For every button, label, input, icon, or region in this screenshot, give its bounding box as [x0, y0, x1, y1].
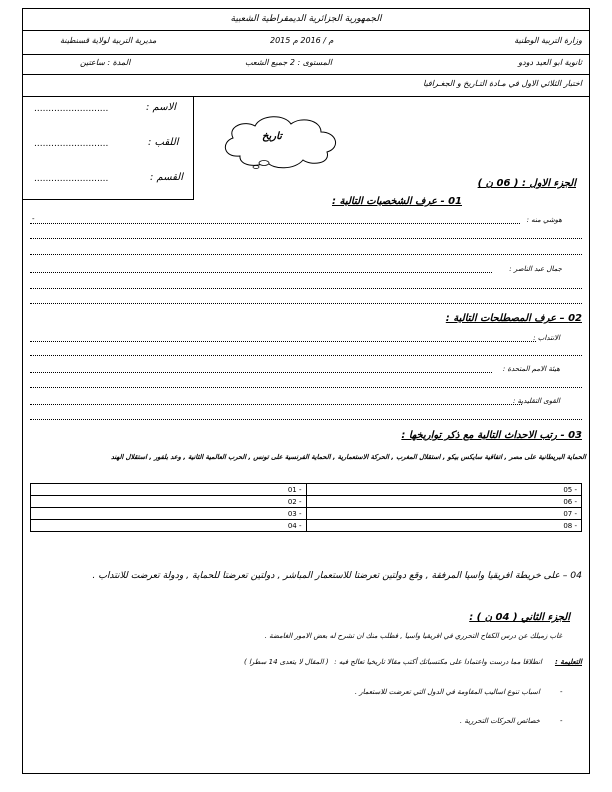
cloud-label: تاريخ [262, 131, 282, 142]
part1-title: الجزء الاول : ( 06 ن ) [477, 178, 576, 189]
duration: المدة : ساعتين [80, 58, 131, 67]
surname-dots[interactable]: .......................... [34, 139, 109, 149]
class-label: القسم : [150, 172, 184, 183]
answer-line[interactable] [30, 387, 582, 388]
answer-line[interactable] [30, 419, 582, 420]
answer-line[interactable] [30, 272, 492, 273]
directorate: مديرية التربية لولاية قسنطينة [60, 36, 157, 45]
table-cell[interactable]: - 03 [31, 508, 307, 520]
exam-title: اختبار الثلاثي الاول في مـادة التـاريخ و الجغـرافيا [423, 79, 582, 88]
header-divider-3 [22, 74, 590, 75]
table-row [31, 508, 582, 520]
answer-line[interactable] [30, 372, 492, 373]
q2-item-1: الانتداب : [533, 334, 560, 342]
answer-line[interactable] [30, 355, 582, 356]
instruction-text: انطلاقا مما درست واعتمادا على مكتسباتك أكتب مقالا تاريخيا تعالج فيه : [334, 658, 542, 666]
part2-title: الجزء الثاني ( 04 ن ) : [469, 612, 570, 623]
table-cell[interactable]: - 05 [306, 484, 582, 496]
ministry: وزارة التربية الوطنية [514, 36, 582, 45]
header-divider-2 [22, 54, 590, 55]
q4-text: 04 – على خريطة افريقيا واسيا المرفقة , وقع دولتين تعرضتا للاستعمار المباشر , دولتين تعرضتا للحماية , ودولة تعرضت للانتداب . [92, 570, 582, 581]
answer-line[interactable] [30, 404, 522, 405]
q3-title: 03 - رتب الاحداث التالية مع ذكر تواريخها : [401, 430, 582, 441]
ordering-table [30, 483, 582, 532]
name-label: الاسم : [146, 102, 177, 113]
table-row [31, 520, 582, 532]
school-name: ثانوية ابو العيد دودو [518, 58, 582, 67]
table-cell[interactable]: - 06 [306, 496, 582, 508]
answer-line[interactable] [30, 254, 582, 255]
header-divider-1 [22, 30, 590, 31]
table-cell[interactable]: - 07 [306, 508, 582, 520]
answer-line[interactable] [30, 288, 582, 289]
surname-label: اللقب : [148, 137, 179, 148]
answer-line[interactable] [30, 223, 520, 224]
table-cell[interactable]: - 02 [31, 496, 307, 508]
q2-item-2: هيئة الامم المتحدة : [502, 365, 560, 373]
school-year: 2015 م / 2016 م [270, 36, 334, 45]
instruction-note: ( المقال لا يتعدى 14 سطرا ) [244, 658, 329, 666]
part2-point-2: خصائص الحركات التحررية . [459, 717, 540, 725]
name-dots[interactable]: .......................... [34, 104, 109, 114]
answer-line[interactable] [30, 303, 582, 304]
table-cell[interactable]: - 01 [31, 484, 307, 496]
instruction-label: التعليمة : [554, 658, 582, 666]
class-dots[interactable]: .......................... [34, 174, 109, 184]
answer-line[interactable] [30, 238, 582, 239]
level: المستوى : 2 جميع الشعب [245, 58, 332, 67]
q1-title: 01 - عرف الشخصيات التالية : [332, 196, 462, 207]
q1-item-1: هوشي منه : [526, 216, 562, 224]
part2-situation: غاب زميلك عن درس الكفاح التحرري في افريقيا واسيا , فطلب منك ان تشرح له بعض الامور الغامضة . [264, 632, 562, 640]
part2-point-1: اسباب تنوع اساليب المقاومة في الدول التي تعرضت للاستعمار . [354, 688, 540, 696]
q3-events: الحماية البريطانية على مصر , اتفاقية سايكس بيكو , استقلال المغرب , الحركة الاستعمارية , الحماية الفرنسية على تونس , الحرب العالمية الثانية , وعد بلفور , استقلال الهند [110, 453, 586, 461]
republic-title: الجمهورية الجزائرية الديمقراطية الشعبية [230, 14, 382, 24]
dash: - [560, 688, 563, 696]
q2-item-3: القوى التقليدية : [512, 397, 560, 405]
table-cell[interactable]: - 08 [306, 520, 582, 532]
answer-line[interactable] [30, 341, 536, 342]
dash: - [560, 717, 563, 725]
q1-item-2: جمال عبد الناصر : [509, 265, 562, 273]
table-cell[interactable]: - 04 [31, 520, 307, 532]
q2-title: 02 – عرف المصطلحات التالية : [445, 313, 582, 324]
table-row [31, 484, 582, 496]
dash: - [32, 215, 35, 223]
table-row [31, 496, 582, 508]
